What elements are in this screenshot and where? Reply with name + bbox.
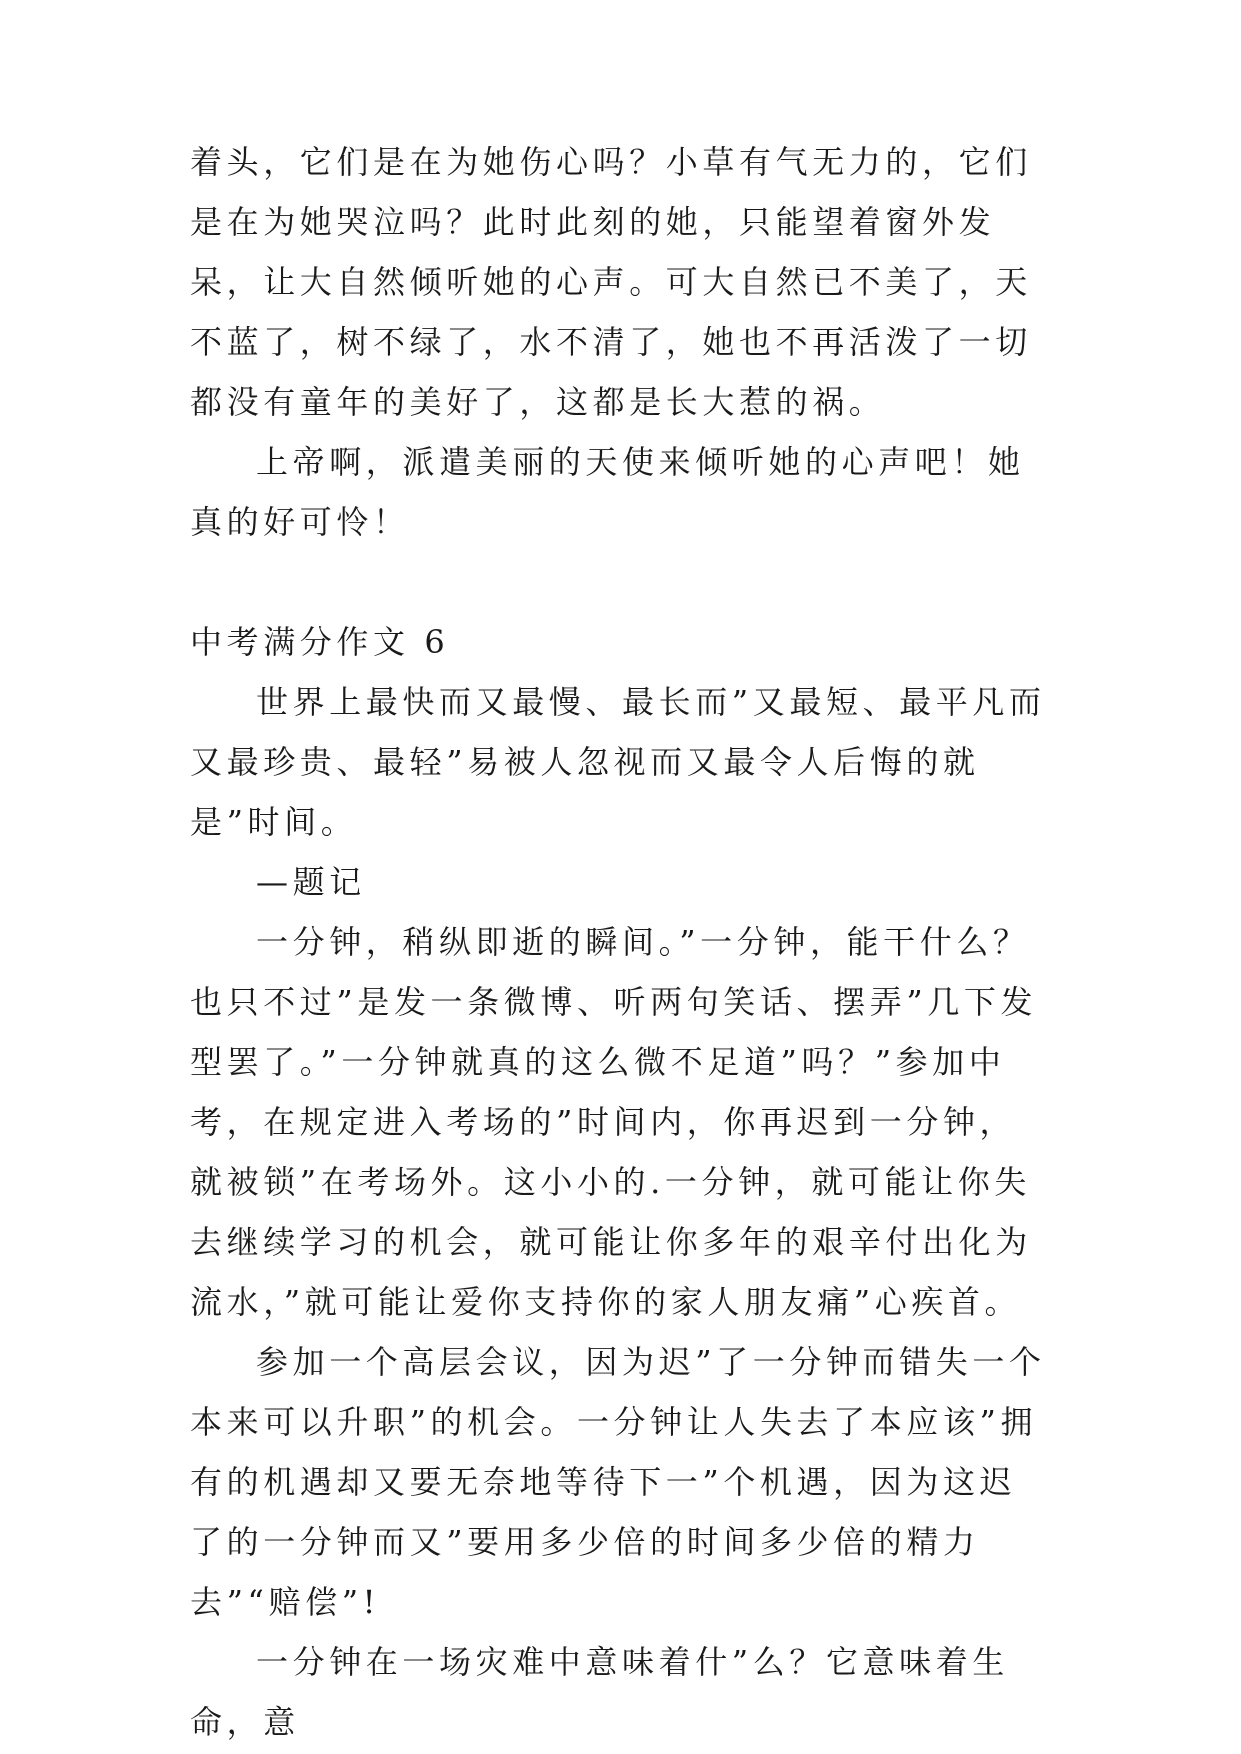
section-gap	[190, 552, 1050, 612]
essay-text	[190, 132, 1050, 1752]
epigraph: 世界上最快而又最慢、最长而”又最短、最平凡而又最珍贵、最轻”易被人忽视而又最令人后悔的就是”时间。	[190, 683, 1046, 841]
epigraph-source: —题记	[256, 863, 366, 901]
paragraph: 一分钟在一场灾难中意味着什”么？它意味着生命，意	[190, 1643, 1009, 1741]
paragraph: 一分钟，稍纵即逝的瞬间。”一分钟，能干什么？也只不过”是发一条微博、听两句笑话、摆弄”几下发型罢了。”一分钟就真的这么微不足道”吗？”参加中考，在规定进入考场的”时间内，你再迟到一分钟，就被锁”在考场外。这小小的.一分钟，就可能让你失去继续学习的机会，就可能让你多年的艰辛付出化为流水，”就可能让爱你支持你的家人朋友痛”心疾首。	[190, 923, 1038, 1321]
paragraph-continued: 着头，它们是在为她伤心吗？小草有气无力的，它们是在为她哭泣吗？此时此刻的她，只能望着窗外发呆，让大自然倾听她的心声。可大自然已不美了，天不蓝了，树不绿了，水不清了，她也不再活泼了一切都没有童年的美好了，这都是长大惹的祸。	[190, 143, 1032, 421]
paragraph: 参加一个高层会议，因为迟”了一分钟而错失一个本来可以升职”的机会。一分钟让人失去了本应该”拥有的机遇却又要无奈地等待下一”个机遇，因为这迟了的一分钟而又”要用多少倍的时间多少倍的精力去”“赔偿”!	[190, 1343, 1046, 1621]
paragraph-closing: 上帝啊，派遣美丽的天使来倾听她的心声吧！她真的好可怜！	[190, 443, 1025, 541]
essay-heading: 中考满分作文 6	[190, 623, 450, 661]
